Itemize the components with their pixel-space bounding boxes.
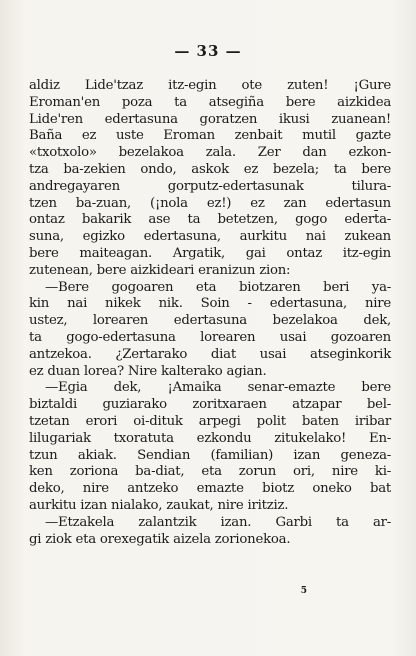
text-line: tza ba-zekien ondo, askok ez bezela; ta bere <box>29 161 391 177</box>
text-line: tzun akiak. Sendian (familian) izan geneza- <box>29 447 391 463</box>
text-line: bere maiteagan. Argatik, gai ontaz itz-egin <box>29 245 391 261</box>
text-line: suna, egizko edertasuna, aurkitu nai zukean <box>29 229 391 245</box>
signature-mark: 5 <box>300 586 307 596</box>
text-line: Baña ez uste Eroman zenbait mutil gazte <box>29 128 391 144</box>
text-line: tzen ba-zuan, (¡nola ez!) ez zan edertasun <box>29 195 391 211</box>
text-line: gi ziok eta orexegatik aizela zorionekoa. <box>29 531 291 547</box>
text-line: aurkitu izan nialako, zaukat, nire iritziz. <box>29 497 289 513</box>
text-line: tzetan erori oi-dituk arpegi polit baten iribar <box>29 413 391 429</box>
text-line: lilugariak txoratuta ezkondu zitukelako! En- <box>29 430 391 446</box>
text-line: Lide'ren edertasuna goratzen ikusi zuanean! <box>29 111 391 127</box>
text-line: ez duan lorea? Nire kalterako agian. <box>29 363 267 379</box>
text-line: kin nai nikek nik. Soin - edertasuna, nire <box>29 296 391 312</box>
text-line: andregayaren gorputz-edertasunak tilura- <box>29 178 391 194</box>
text-line: zutenean, bere aizkideari eranizun zion: <box>29 262 291 278</box>
page-number-header: — 33 — <box>174 42 242 60</box>
text-line: «txotxolo» bezelakoa zala. Zer dan ezkon- <box>29 145 391 161</box>
text-line: antzekoa. ¿Zertarako diat usai atseginkorik <box>29 346 391 362</box>
body-text <box>29 78 391 548</box>
text-line: deko, nire antzeko emazte biotz oneko bat <box>29 481 391 497</box>
text-line: —Etzakela zalantzik izan. Garbi ta ar- <box>45 514 391 530</box>
text-line: Eroman'en poza ta atsegiña bere aizkidea <box>29 94 391 110</box>
text-line: —Egia dek, ¡Amaika senar-emazte bere <box>45 380 391 396</box>
text-line: —Bere gogoaren eta biotzaren beri ya- <box>45 279 391 295</box>
text-line: ken zoriona ba-diat, eta zorun ori, nire ki- <box>29 464 391 480</box>
text-line: aldiz Lide'tzaz itz-egin ote zuten! ¡Gure <box>29 78 391 93</box>
text-line: ontaz bakarik ase ta betetzen, gogo edert̄a- <box>29 212 391 228</box>
text-line: ustez, lorearen edertasuna bezelakoa dek, <box>29 313 391 329</box>
text-line: ta gogo-edertasuna lorearen usai gozoaren <box>29 329 391 345</box>
text-line: biztaldi guziarako zoritxaraen atzapar bel- <box>29 397 391 413</box>
